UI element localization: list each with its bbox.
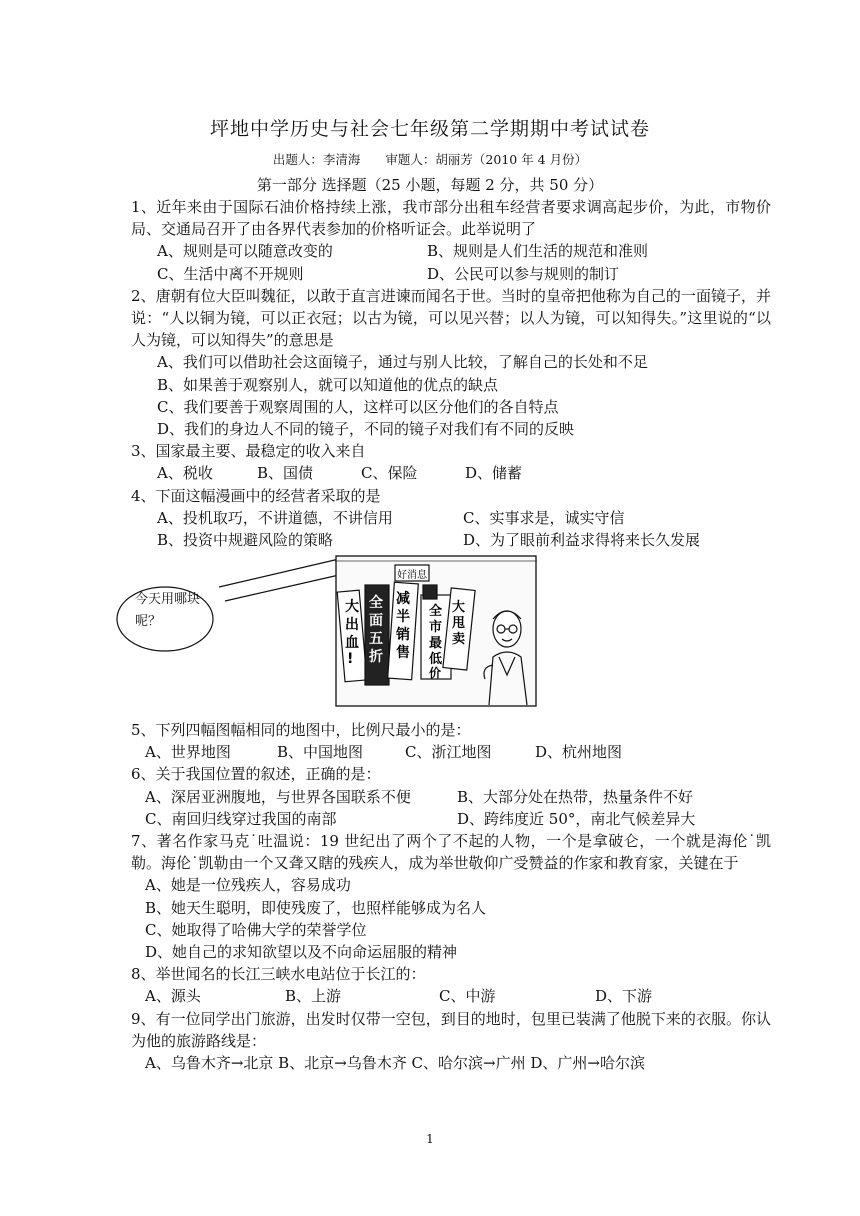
option-b: B、上游 [285,987,342,1006]
question-5-stem: 5、下列四幅图幅相同的地图中，比例尺最小的是： [131,721,471,740]
question-3-stem: 3、国家最主要、最稳定的收入来自 [131,442,366,461]
option-a: A、源头 [145,987,201,1006]
option-b: B、她天生聪明，即使残废了，也照样能够成为名人 [145,898,487,917]
question-list [131,196,771,1074]
option-d: D、跨纬度近 50°，南北气候差异大 [457,809,696,828]
speech-bubble-text: 今天用哪块呢？ [135,592,201,630]
speech-bubble-tail [215,553,345,615]
svg-text:销: 销 [396,627,410,644]
sign-text-5: 大 [452,600,466,616]
question-6-stem: 6、关于我国位置的叙述，正确的是： [131,765,381,784]
svg-text:半: 半 [396,609,410,626]
question-9-options: A、乌鲁木齐→北京 B、北京→乌鲁木齐 C、哈尔滨→广州 D、广州→哈尔滨 [145,1053,645,1072]
option-a: A、规则是可以随意改变的 [157,242,333,261]
question-9-stem: 9、有一位同学出门旅游，出发时仅带一空包，到目的地时，包里已装满了他脱下来的衣服。你认为他的旅游路线是： [131,1009,771,1050]
question-7-stem: 7、著名作家马克˙吐温说：19 世纪出了两个了不起的人物，一个是拿破仑，一个就是海伦˙凯勒。海伦˙凯勒由一个又聋又瞎的残疾人，成为举世敬仰广受赞益的作家和教育家，关键在于 [131,832,771,873]
option-c: C、实事求是，诚实守信 [463,508,625,527]
sign-text-2: 全 [369,595,383,612]
option-c: C、我们要善于观察周围的人，这样可以区分他们的各自特点 [157,397,559,416]
option-a: A、投机取巧，不讲道德，不讲信用 [157,508,393,527]
option-d: D、我们的身边人不同的镜子，不同的镜子对我们有不同的反映 [157,419,575,438]
question-1-options-row-2 [131,263,771,285]
option-c: C、南回归线穿过我国的南部 [145,809,337,828]
option-d: D、公民可以参与规则的制订 [427,264,620,283]
question-8-stem: 8、举世闻名的长江三峡水电站位于长江的： [131,965,426,984]
question-8-options [131,985,771,1007]
sign-text-4: 全 [429,604,443,620]
option-d: D、下游 [595,987,653,1006]
option-b: B、规则是人们生活的规范和准则 [427,242,649,261]
option-b: B、国债 [257,464,314,483]
option-b: B、大部分处在热带，热量条件不好 [457,787,694,806]
question-4-options-row-1 [131,507,771,529]
section-heading: 第一部分 选择题（25 小题，每题 2 分，共 50 分） [256,176,604,194]
svg-text:五: 五 [369,631,383,648]
option-d: D、为了眼前利益求得将来长久发展 [463,530,701,549]
option-c: C、她取得了哈佛大学的荣誉学位 [145,920,367,939]
option-a: A、我们可以借助社会这面镜子，通过与别人比较，了解自己的长处和不足 [157,353,648,372]
option-d: D、储蓄 [465,464,523,483]
question-2-stem: 2、唐朝有位大臣叫魏征，以敢于直言进谏而闻名于世。当时的皇帝把他称为自己的一面镜子，并说：“人以铜为镜，可以正衣冠；以古为镜，可以见兴替；以人为镜，可以知得失。”这里说的“以人为镜，可以知得失”的意思是 [131,286,771,350]
question-1-options-row-1 [131,240,771,262]
svg-text:售: 售 [396,645,410,662]
svg-text:甩: 甩 [452,616,466,632]
option-b: B、中国地图 [277,743,364,762]
option-c: C、保险 [361,464,418,483]
option-c: C、浙江地图 [405,743,492,762]
page-number: 1 [426,1132,434,1146]
option-d: D、她自己的求知欲望以及不向命运屈服的精神 [145,942,458,961]
svg-text:血: 血 [345,635,359,652]
question-6-options-row-2 [131,808,771,830]
option-d: D、杭州地图 [535,743,623,762]
svg-text:最: 最 [429,636,443,652]
option-b: B、如果善于观察别人，就可以知道他的优点的缺点 [157,375,499,394]
option-a: A、世界地图 [145,743,231,762]
question-3-options [131,462,771,484]
sign-text-3: 减 [396,591,410,608]
question-4-stem: 4、下面这幅漫画中的经营者采取的是 [131,486,381,505]
option-b: B、投资中规避风险的策略 [157,530,334,549]
svg-text:低: 低 [429,652,443,668]
option-c: C、生活中离不开规则 [157,264,304,283]
question-1-stem: 1、近年来由于国际石油价格持续上涨，我市部分出租车经营者要求调高起步价，为此，市物价局、交通局召开了由各界代表参加的价格听证会。此举说明了 [131,198,771,239]
question-5-options [131,741,771,763]
option-c: C、中游 [439,987,496,1006]
question-6-options-row-1 [131,786,771,808]
option-a: A、税收 [157,464,213,483]
svg-text:面: 面 [369,613,383,630]
sign-text-6: 好消息 [397,570,427,582]
svg-text:出: 出 [345,617,359,634]
merchant-cartoon [335,555,537,707]
option-a: A、深居亚洲腹地，与世界各国联系不便 [145,787,411,806]
exam-title: 坪地中学历史与社会七年级第二学期期中考试试卷 [209,118,650,140]
option-a: A、她是一位残疾人，容易成功 [145,876,351,895]
svg-text:市: 市 [429,620,443,636]
question-4-options-row-2 [131,529,771,551]
svg-text:折: 折 [369,649,383,666]
cartoon-figure [131,555,771,713]
exam-authors: 出题人：李清海 审题人：胡丽芳（2010 年 4 月份） [272,152,588,167]
svg-text:卖: 卖 [452,632,466,648]
svg-text:价: 价 [429,666,442,681]
sign-text-1: 大 [345,599,359,616]
svg-text:!: ! [347,651,354,668]
